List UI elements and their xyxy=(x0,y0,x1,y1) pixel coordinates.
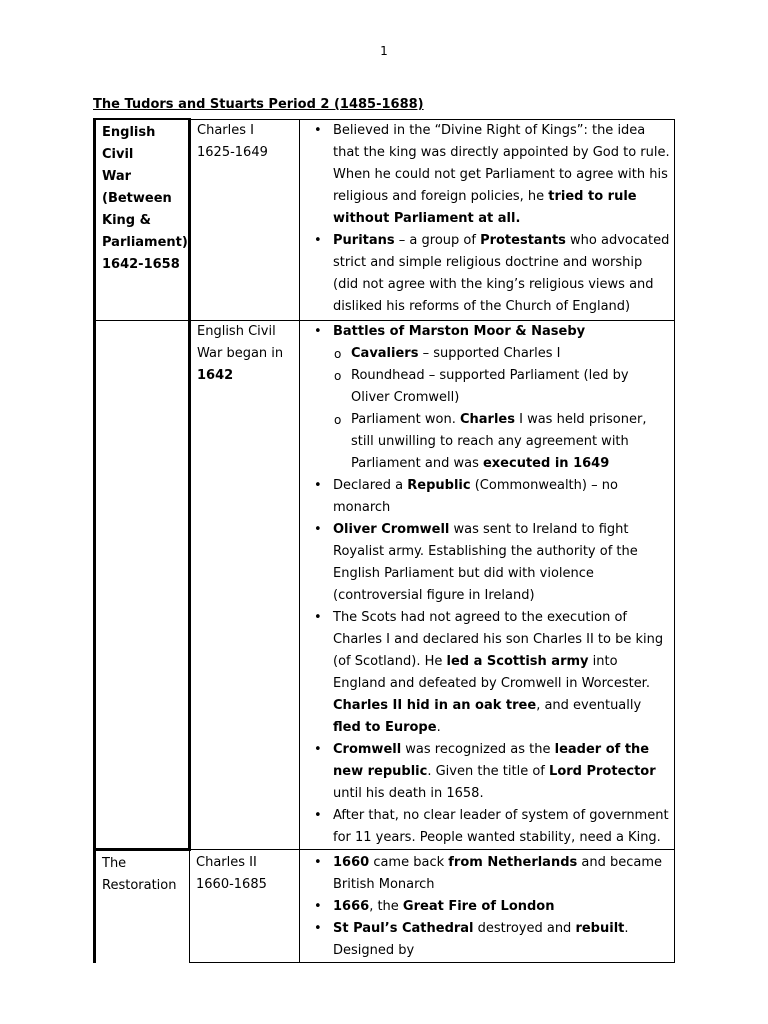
sub-list-item: o Roundhead – supported Parliament (led by Oliver Cromwell) xyxy=(351,365,670,409)
page-number: 1 xyxy=(380,44,388,58)
monarch-label: Charles I xyxy=(197,122,254,138)
period-label: Restoration xyxy=(102,878,177,893)
monarch-cell xyxy=(190,321,300,850)
sub-list-item: o Cavaliers – supported Charles I xyxy=(351,343,670,365)
monarch-dates: 1642 xyxy=(197,368,234,383)
monarch-dates: 1660-1685 xyxy=(196,877,267,892)
period-label: English Civil xyxy=(102,125,156,162)
list-item: • After that, no clear leader of system of government for 11 years. People wanted stability, need a King. xyxy=(333,805,670,849)
period-cell xyxy=(95,119,190,321)
document-title: The Tudors and Stuarts Period 2 (1485-1688) xyxy=(93,97,424,112)
monarch-label: English Civil xyxy=(197,324,276,339)
list-item: • Puritans – a group of Protestants who advocated strict and simple religious doctrine and worship (did not agree with the king’s religious views and disliked his reforms of the Church of England) xyxy=(333,230,670,318)
period-cell xyxy=(95,321,190,850)
period-label: Parliament) xyxy=(102,235,188,250)
table-row xyxy=(95,321,675,850)
history-table xyxy=(93,118,675,963)
period-label: The xyxy=(102,856,127,871)
table-row xyxy=(95,850,675,963)
list-item: • Cromwell was recognized as the leader of the new republic. Given the title of Lord Protector until his death in 1658. xyxy=(333,739,670,805)
table-row xyxy=(95,119,675,321)
list-item: • 1666, the Great Fire of London xyxy=(333,896,670,918)
list-item: • Oliver Cromwell was sent to Ireland to fight Royalist army. Establishing the authority of the English Parliament but did with violence (controversial figure in Ireland) xyxy=(333,519,670,607)
list-item: • St Paul’s Cathedral destroyed and rebuilt. Designed by xyxy=(333,918,670,962)
period-cell xyxy=(95,850,190,963)
list-item: • Believed in the “Divine Right of Kings”: the idea that the king was directly appointed by God to rule. When he could not get Parliament to agree with his religious and foreign policies, he tried to rule without Parliament at all. xyxy=(333,120,670,230)
notes-cell xyxy=(300,119,675,321)
list-item: • The Scots had not agreed to the execution of Charles I and declared his son Charles II to be king (of Scotland). He led a Scottish army into England and defeated by Cromwell in Worcester. Charles II hid in an oak tree, and eventually fled to Europe. xyxy=(333,607,670,739)
period-label: King & xyxy=(102,213,151,228)
notes-cell xyxy=(300,321,675,850)
monarch-label: War began in xyxy=(197,346,284,361)
list-item: • 1660 came back from Netherlands and became British Monarch xyxy=(333,852,670,896)
period-label: 1642-1658 xyxy=(102,257,180,272)
monarch-cell xyxy=(190,850,300,963)
monarch-cell xyxy=(190,119,300,321)
period-label: War xyxy=(102,169,132,184)
list-item: • Declared a Republic (Commonwealth) – no monarch xyxy=(333,475,670,519)
monarch-label: Charles II xyxy=(196,855,257,870)
notes-cell xyxy=(300,850,675,963)
list-item: • Battles of Marston Moor & Naseby o Cavaliers – supported Charles I o Roundhead – supported Parliament (led by Oliver Cromwell) o Parliament won. Charles I was held prisoner, still unwilling to reach any agreement with Parliament and was executed in 1649 xyxy=(333,321,670,475)
monarch-dates: 1625-1649 xyxy=(197,144,268,160)
period-label: (Between xyxy=(102,191,172,206)
sub-list-item: o Parliament won. Charles I was held prisoner, still unwilling to reach any agreement with Parliament and was executed in 1649 xyxy=(351,409,670,475)
